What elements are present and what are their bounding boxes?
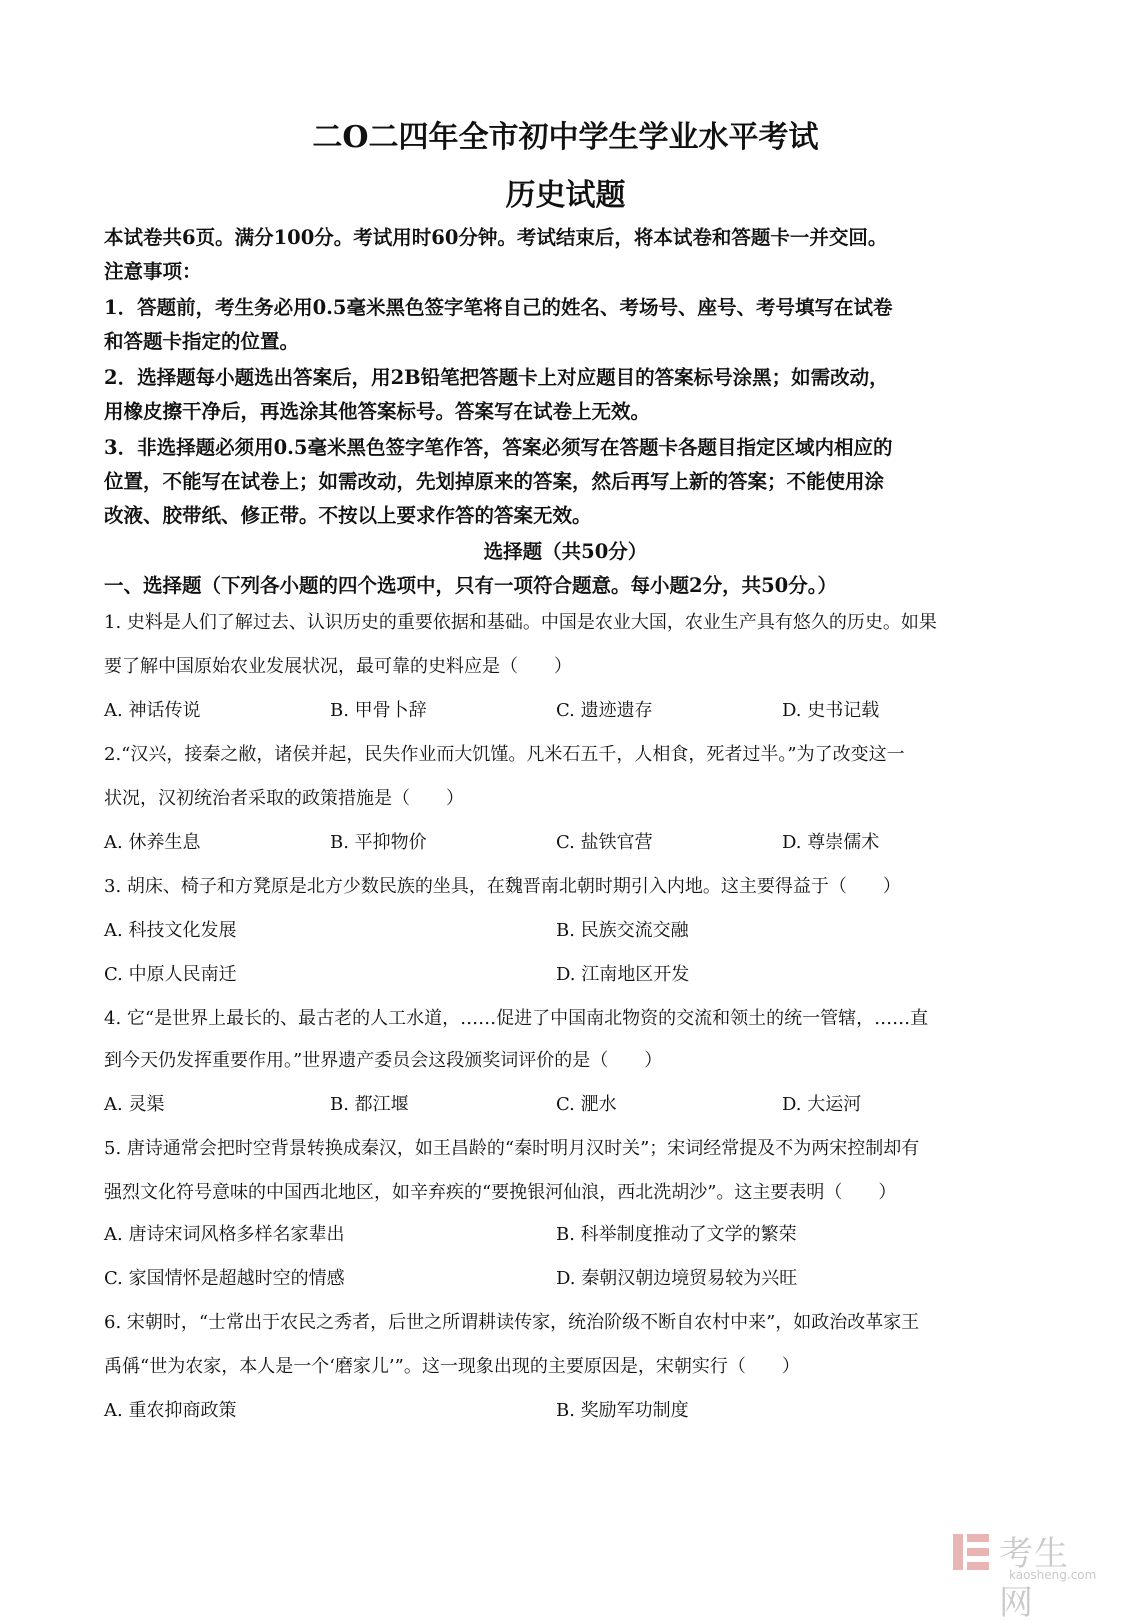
- question-6-option-a: A. 重农抑商政策: [104, 1400, 237, 1421]
- question-6-option-b: B. 奖励军功制度: [556, 1400, 689, 1421]
- question-1-line2: 要了解中国原始农业发展状况，最可靠的史料应是（ ）: [104, 656, 572, 677]
- question-3-option-d: D. 江南地区开发: [556, 964, 690, 985]
- notice-item-2-line2: 用橡皮擦干净后，再选涂其他答案标号。答案写在试卷上无效。: [104, 400, 651, 423]
- question-1-option-c: C. 遗迹遗存: [556, 700, 653, 721]
- part-heading: 一、选择题（下列各小题的四个选项中，只有一项符合题意。每小题2分，共50分。）: [104, 574, 837, 597]
- question-3-option-c: C. 中原人民南迁: [104, 964, 237, 985]
- question-1-option-d: D. 史书记载: [782, 700, 880, 721]
- question-5-option-b: B. 科举制度推动了文学的繁荣: [556, 1224, 797, 1245]
- subject-title: 历史试题: [505, 178, 626, 213]
- question-3-line1: 3. 胡床、椅子和方凳原是北方少数民族的坐具，在魏晋南北朝时期引入内地。这主要得益于（ ）: [104, 876, 901, 897]
- question-4-line2: 到今天仍发挥重要作用。”世界遗产委员会这段颁奖词评价的是（ ）: [104, 1050, 663, 1071]
- question-2-option-d: D. 尊崇儒术: [782, 832, 880, 853]
- watermark-url: kaosheng.com: [1009, 1568, 1097, 1582]
- question-6-line1: 6. 宋朝时，“士常出于农民之秀者，后世之所谓耕读传家，统治阶级不断自农村中来”，如政治改革家王: [104, 1312, 920, 1333]
- question-2-option-b: B. 平抑物价: [330, 832, 427, 853]
- question-5-option-c: C. 家国情怀是超越时空的情感: [104, 1268, 345, 1289]
- brand-logo-icon: [951, 1530, 991, 1574]
- watermark: [951, 1524, 1101, 1623]
- question-2-option-a: A. 休养生息: [104, 832, 201, 853]
- notice-heading: 注意事项：: [104, 260, 202, 283]
- question-4-option-b: B. 都江堰: [330, 1094, 409, 1115]
- notice-item-2-line1: 2．选择题每小题选出答案后，用2B铅笔把答题卡上对应题目的答案标号涂黑；如需改动，: [104, 366, 889, 389]
- question-3-option-b: B. 民族交流交融: [556, 920, 689, 941]
- question-2-line1: 2.“汉兴，接秦之敝，诸侯并起，民失作业而大饥馑。凡米石五千，人相食，死者过半。”为了改变这一: [104, 744, 905, 765]
- notice-item-3-line3: 改液、胶带纸、修正带。不按以上要求作答的答案无效。: [104, 504, 592, 527]
- question-5-option-d: D. 秦朝汉朝边境贸易较为兴旺: [556, 1268, 798, 1289]
- question-5-line1: 5. 唐诗通常会把时空背景转换成秦汉，如王昌龄的“秦时明月汉时关”；宋词经常提及不为两宋控制却有: [104, 1138, 920, 1159]
- question-3-option-a: A. 科技文化发展: [104, 920, 237, 941]
- question-5-line2: 强烈文化符号意味的中国西北地区，如辛弃疾的“要挽银河仙浪，西北洗胡沙”。这主要表明（ ）: [104, 1182, 897, 1203]
- question-5-option-a: A. 唐诗宋词风格多样名家辈出: [104, 1224, 345, 1245]
- notice-item-3-line1: 3．非选择题必须用0.5毫米黑色签字笔作答，答案必须写在答题卡各题目指定区域内相应的: [104, 436, 893, 459]
- question-6-line2: 禹偁“世为农家，本人是一个‘磨家儿’”。这一现象出现的主要原因是，宋朝实行（ ）: [104, 1356, 800, 1377]
- question-2-option-c: C. 盐铁官营: [556, 832, 653, 853]
- question-4-option-c: C. 淝水: [556, 1094, 617, 1115]
- section-title: 选择题（共50分）: [483, 540, 648, 563]
- question-2-line2: 状况，汉初统治者采取的政策措施是（ ）: [104, 788, 464, 809]
- exam-intro: 本试卷共6页。满分100分。考试用时60分钟。考试结束后，将本试卷和答题卡一并交回。: [104, 226, 888, 249]
- exam-title: 二O二四年全市初中学生学业水平考试: [312, 120, 819, 155]
- question-4-line1: 4. 它“是世界上最长的、最古老的人工水道，……促进了中国南北物资的交流和领土的统一管辖，……直: [104, 1008, 929, 1029]
- question-4-option-a: A. 灵渠: [104, 1094, 165, 1115]
- question-4-option-d: D. 大运河: [782, 1094, 862, 1115]
- notice-item-3-line2: 位置，不能写在试卷上；如需改动，先划掉原来的答案，然后再写上新的答案；不能使用涂: [104, 470, 885, 493]
- question-1-option-b: B. 甲骨卜辞: [330, 700, 427, 721]
- notice-item-1-line2: 和答题卡指定的位置。: [104, 330, 300, 353]
- question-1-line1: 1. 史料是人们了解过去、认识历史的重要依据和基础。中国是农业大国，农业生产具有悠久的历史。如果: [104, 612, 937, 633]
- watermark-brand: 考生网: [999, 1534, 1069, 1623]
- question-1-option-a: A. 神话传说: [104, 700, 201, 721]
- notice-item-1-line1: 1．答题前，考生务必用0.5毫米黑色签字笔将自己的姓名、考场号、座号、考号填写在试卷: [104, 296, 893, 319]
